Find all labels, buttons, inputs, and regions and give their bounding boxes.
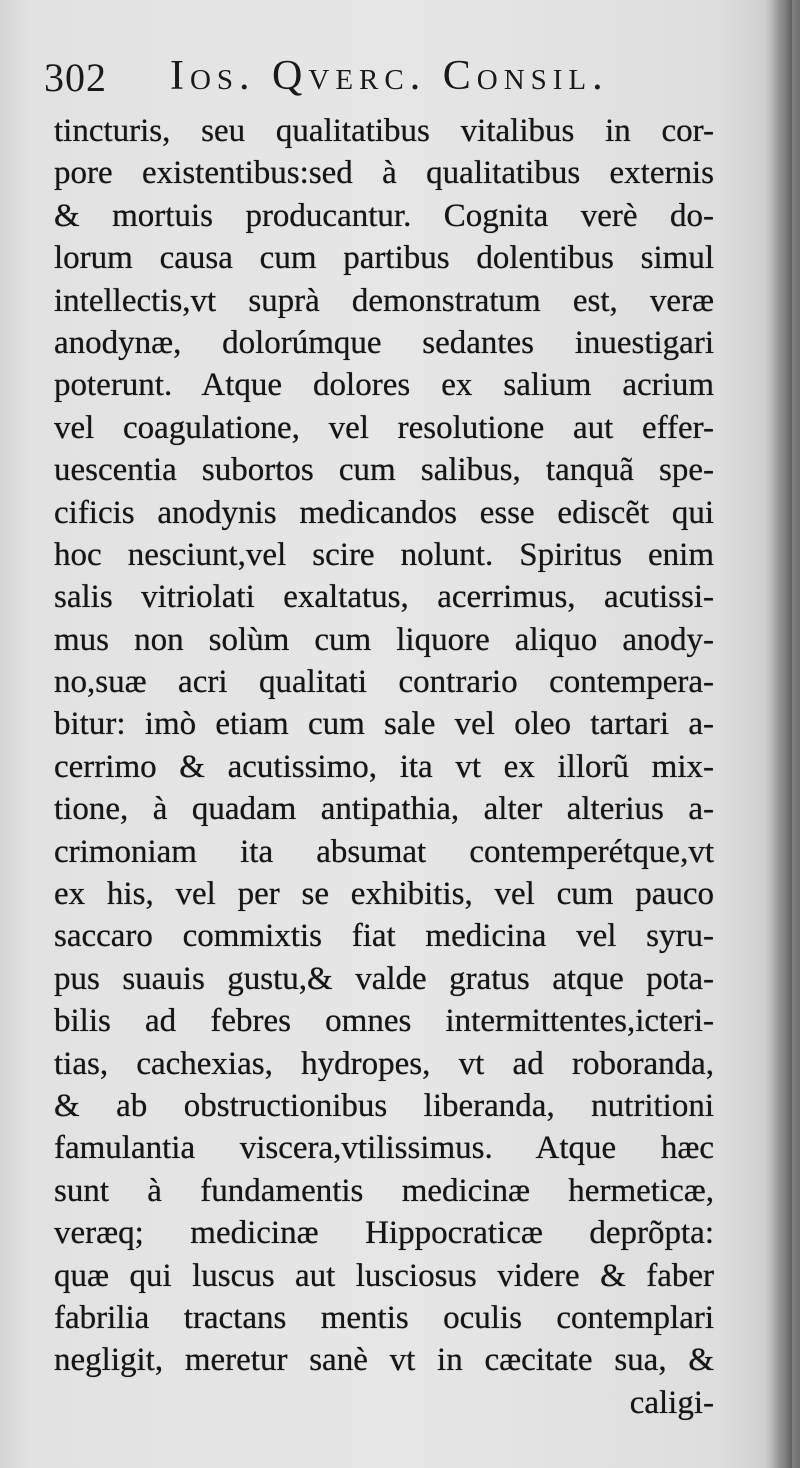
gutter-shadow [772, 0, 792, 1468]
text-line: pore existentibus:sed à qualitatibus externis [54, 155, 714, 192]
text-line: veræq; medicinæ Hippocraticæ deprõpta: [54, 1215, 714, 1252]
running-head: Ios. Qverc. Consil. [170, 53, 609, 99]
text-line: quæ qui luscus aut lusciosus videre & faber [54, 1257, 714, 1294]
text-line: mus non solùm cum liquore aliquo anody- [54, 621, 714, 658]
catchword: caligi- [629, 1384, 714, 1421]
text-line: saccaro commixtis fiat medicina vel syru- [54, 918, 714, 955]
text-line: cerrimo & acutissimo, ita vt ex illorũ mix- [54, 748, 714, 785]
text-line: intellectis,vt suprà demonstratum est, veræ [54, 282, 714, 319]
page-number: 302 [44, 55, 107, 100]
text-line: anodynæ, dolorúmque sedantes inuestigari [54, 324, 714, 361]
text-line: tione, à quadam antipathia, alter alterius a- [54, 791, 714, 828]
body-text [54, 110, 714, 1424]
text-line: crimoniam ita absumat contemperétque,vt [54, 833, 714, 870]
text-line: & mortuis producantur. Cognita verè do- [54, 197, 714, 234]
page-header [44, 48, 764, 102]
text-line: tias, cachexias, hydropes, vt ad roboranda, [54, 1045, 714, 1082]
text-line: bilis ad febres omnes intermittentes,icteri- [54, 1003, 714, 1040]
text-line: poterunt. Atque dolores ex salium acrium [54, 367, 714, 404]
text-line: lorum causa cum partibus dolentibus simul [54, 240, 714, 277]
text-line: tincturis, seu qualitatibus vitalibus in cor- [54, 113, 714, 149]
text-line: bitur: imò etiam cum sale vel oleo tartari a- [54, 706, 714, 743]
text-line: sunt à fundamentis medicinæ hermeticæ, [54, 1172, 714, 1209]
text-line: vel coagulatione, vel resolutione aut effer- [54, 409, 714, 446]
text-line: fabrilia tractans mentis oculis contemplari [54, 1299, 714, 1336]
text-line: salis vitriolati exaltatus, acerrimus, acutissi- [54, 579, 714, 616]
text-line: famulantia viscera,vtilissimus. Atque hæc [54, 1130, 714, 1167]
text-line: ex his, vel per se exhibitis, vel cum pauco [54, 876, 714, 913]
text-line: cificis anodynis medicandos esse ediscẽt qui [54, 494, 714, 531]
text-line: & ab obstructionibus liberanda, nutritioni [54, 1087, 714, 1124]
text-line: no,suæ acri qualitati contrario contempera- [54, 664, 714, 701]
text-line: negligit, meretur sanè vt in cæcitate sua, & [54, 1342, 714, 1379]
text-line: uescentia subortos cum salibus, tanquã spe- [54, 452, 714, 489]
text-line: pus suauis gustu,& valde gratus atque pota- [54, 960, 714, 997]
text-line: hoc nesciunt,vel scire nolunt. Spiritus enim [54, 536, 714, 573]
